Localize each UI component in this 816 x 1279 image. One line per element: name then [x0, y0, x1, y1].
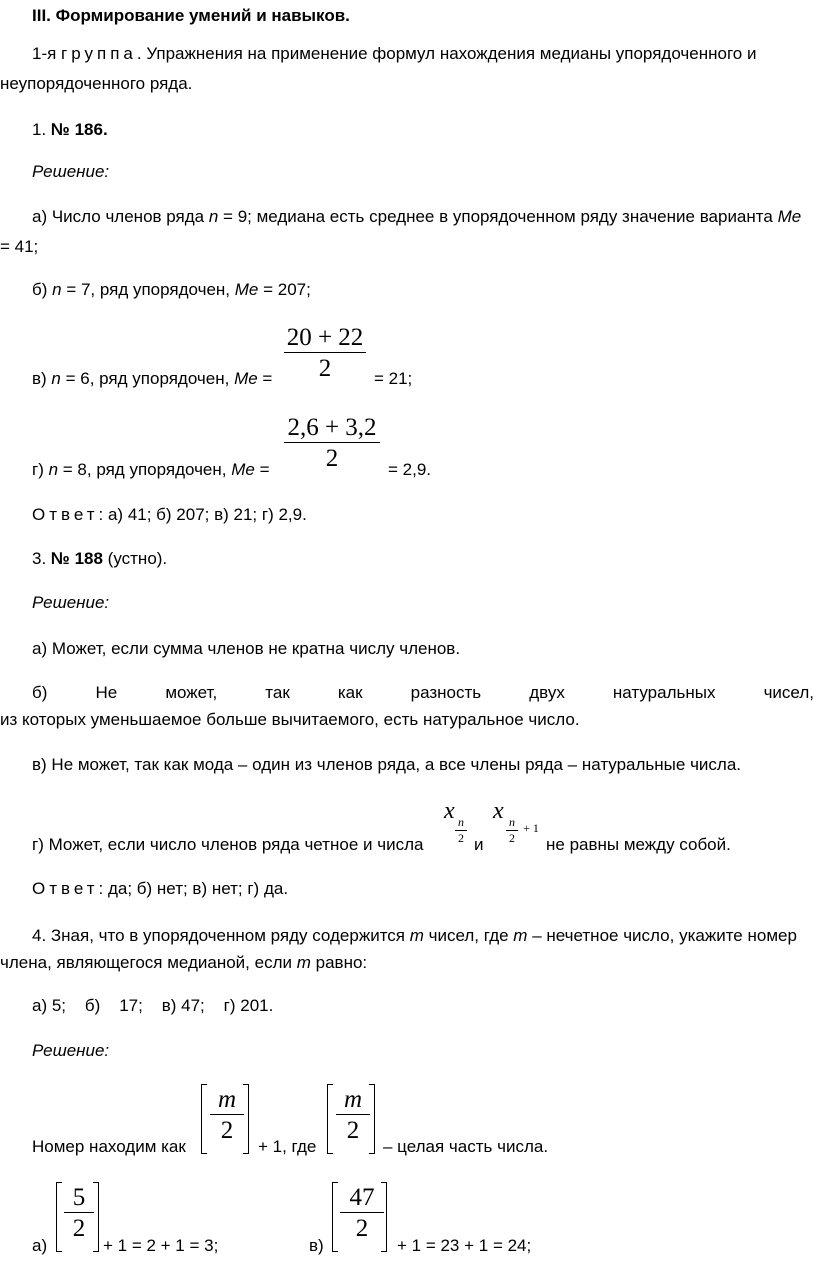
- answer-text: : да; б) нет; в) нет; г) да.: [98, 879, 289, 898]
- var-n: n: [208, 207, 219, 226]
- solution-a-cont: = 41;: [0, 237, 39, 256]
- word: двух: [529, 683, 565, 702]
- x-n-half-plus-one: x: [493, 798, 504, 824]
- answer-3: [32, 879, 288, 899]
- result-v: = 21;: [374, 369, 413, 388]
- var-m: m: [296, 953, 311, 972]
- solution-3v: в) Не может, так как мода – один из членов ряда, а все члены ряда – натуральные числа.: [32, 755, 742, 774]
- section-heading: III. Формирование умений и навыков.: [32, 6, 350, 25]
- text: в): [32, 369, 52, 388]
- var-n: n: [48, 460, 59, 479]
- fraction-denominator: 2: [336, 1114, 370, 1145]
- task-186-title: [32, 120, 108, 140]
- fraction-v: [284, 324, 366, 383]
- group-paragraph-cont: неупорядоченного ряда.: [0, 74, 193, 93]
- bracket-left: [201, 1084, 207, 1154]
- fraction-numerator: 47: [349, 1184, 375, 1211]
- solution-b: [32, 280, 311, 300]
- word: чисел,: [763, 683, 814, 702]
- text: =: [254, 460, 270, 479]
- fraction-denominator: 2: [284, 442, 380, 473]
- task-4-cont: [0, 953, 367, 973]
- word: натуральных: [612, 683, 716, 702]
- var-me: Me: [234, 280, 259, 299]
- solution-3g-end: не равны между собой.: [546, 835, 731, 854]
- var-n: n: [51, 369, 61, 388]
- fraction-denominator: 2: [210, 1114, 244, 1145]
- text: = 7, ряд упорядочен,: [61, 280, 235, 299]
- task-label: № 188: [50, 549, 103, 568]
- fraction-m-half-1: [210, 1086, 244, 1145]
- var-me: Me: [234, 369, 258, 388]
- sub-two: 2: [458, 831, 464, 845]
- fraction-numerator: m: [343, 1086, 363, 1113]
- var-m: m: [409, 926, 424, 945]
- text: 4. Зная, что в упорядоченном ряду содержится: [32, 926, 410, 945]
- group-text: . Упражнения на применение формул нахождения медианы упорядоченного и: [136, 44, 757, 63]
- answer-label: Ответ: [32, 879, 99, 898]
- word: как: [337, 683, 363, 702]
- answer-label: Ответ: [32, 505, 99, 524]
- word: разность: [410, 683, 482, 702]
- fraction-m-half-2: [336, 1086, 370, 1145]
- x-n-half: x: [444, 798, 455, 824]
- solution-3b-cont: из которых уменьшаемое больше вычитаемого, есть натуральное число.: [0, 710, 580, 729]
- find-text-2: + 1, где: [258, 1137, 317, 1156]
- group-paragraph: [32, 44, 814, 64]
- solution-3g-text: г) Может, если число членов ряда четное и числа: [32, 835, 424, 854]
- var-me: Me: [777, 207, 802, 226]
- fraction-denominator: 2: [340, 1212, 384, 1243]
- group-word: группа: [61, 44, 137, 63]
- fraction-numerator: m: [217, 1086, 237, 1113]
- fraction-numerator: 2,6 + 3,2: [287, 414, 377, 441]
- word: может,: [165, 683, 218, 702]
- fraction-denominator: 2: [284, 352, 366, 383]
- task-label: № 186.: [50, 120, 108, 139]
- bracket-right: [381, 1182, 387, 1252]
- solution-label-3: Решение:: [32, 593, 110, 612]
- last-a-label: а): [32, 1236, 48, 1255]
- find-text-3: – целая часть числа.: [383, 1137, 549, 1156]
- fraction-47-half: [340, 1184, 384, 1243]
- answer-1: [32, 505, 307, 525]
- text: = 9; медиана есть среднее в упорядоченном ряду значение варианта: [218, 207, 778, 226]
- answer-text: : а) 41; б) 207; в) 21; г) 2,9.: [98, 505, 307, 524]
- last-v-result: + 1 = 23 + 1 = 24;: [397, 1236, 532, 1255]
- task-188-title: [32, 549, 167, 569]
- task-number: 3.: [32, 549, 51, 568]
- fraction-denominator: 2: [64, 1212, 94, 1243]
- solution-v: [32, 369, 272, 389]
- solution-label-1: Решение:: [32, 162, 110, 181]
- sub-plus-one: + 1: [523, 821, 539, 835]
- solution-label-4: Решение:: [32, 1041, 110, 1060]
- task-number: 1.: [32, 120, 51, 139]
- text: – нечетное число, укажите номер: [527, 926, 797, 945]
- word: б): [32, 683, 48, 702]
- bracket-left: [56, 1182, 62, 1252]
- word: Не: [95, 683, 118, 702]
- task-note: (устно).: [102, 549, 168, 568]
- text: = 8, ряд упорядочен,: [58, 460, 232, 479]
- solution-3a: а) Может, если сумма членов не кратна числу членов.: [32, 639, 461, 658]
- sub-two: 2: [509, 831, 515, 845]
- solution-a: [32, 207, 801, 227]
- task-4-options: а) 5; б) 17; в) 47; г) 201.: [32, 996, 274, 1015]
- word: так: [265, 683, 290, 702]
- fraction-g: [284, 414, 380, 473]
- text: г): [32, 460, 49, 479]
- fraction-5-half: [64, 1184, 94, 1243]
- text: = 207;: [258, 280, 311, 299]
- text: б): [32, 280, 53, 299]
- sub-n: n: [458, 815, 464, 829]
- solution-g: [32, 460, 270, 480]
- text: = 6, ряд упорядочен,: [60, 369, 235, 388]
- bracket-right: [93, 1182, 99, 1252]
- bracket-left: [332, 1182, 338, 1252]
- and-word: и: [474, 835, 484, 854]
- text: члена, являющегося медианой, если: [0, 953, 297, 972]
- sub-n: n: [509, 815, 515, 829]
- var-m: m: [513, 926, 528, 945]
- bracket-left: [327, 1084, 333, 1154]
- result-g: = 2,9.: [388, 460, 432, 479]
- text: чисел, где: [423, 926, 514, 945]
- var-me: Me: [231, 460, 255, 479]
- fraction-numerator: 20 + 22: [286, 324, 364, 351]
- fraction-numerator: 5: [72, 1184, 86, 1211]
- bracket-right: [369, 1084, 375, 1154]
- find-text-1: Номер находим как: [32, 1137, 186, 1156]
- var-n: n: [52, 280, 62, 299]
- bracket-right: [243, 1084, 249, 1154]
- group-prefix: 1-я: [32, 44, 62, 63]
- last-a-result: + 1 = 2 + 1 = 3;: [103, 1236, 219, 1255]
- text: а) Число членов ряда: [32, 207, 209, 226]
- text: равно:: [310, 953, 368, 972]
- task-4: [32, 926, 797, 946]
- last-v-label: в): [309, 1236, 324, 1255]
- solution-3b: [32, 683, 814, 703]
- text: =: [257, 369, 273, 388]
